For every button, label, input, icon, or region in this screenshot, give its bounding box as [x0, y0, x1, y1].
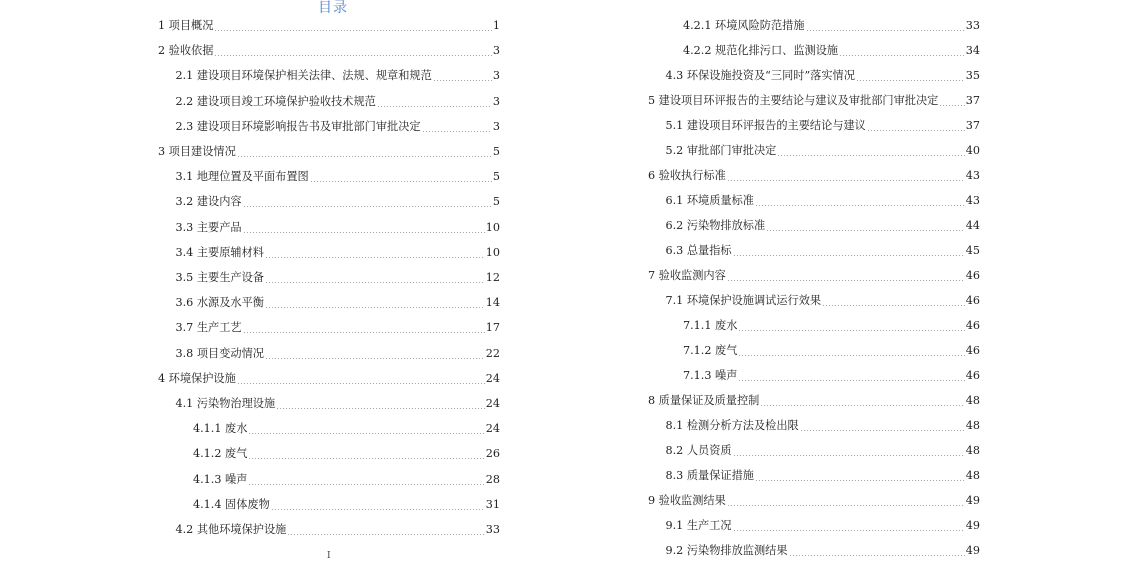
toc-entry-label: 4.2 其他环境保护设施 [175, 523, 287, 536]
toc-entry[interactable] [176, 270, 501, 286]
toc-entry-label: 7.1.3 噪声 [683, 369, 738, 382]
toc-entry-label: 2 验收依据 [158, 44, 214, 58]
toc-entry-label: 8 质量保证及质量控制 [648, 394, 760, 407]
toc-entry-label: 4.3 环保设施投资及“三同时”落实情况 [665, 69, 855, 82]
toc-dot-leader [265, 307, 485, 308]
toc-entry[interactable] [158, 371, 500, 387]
toc-entry-label: 5 建设项目环评报告的主要结论与建议及审批部门审批决定 [648, 94, 939, 107]
toc-entry-label: 4.1.4 固体废物 [193, 497, 270, 511]
toc-entry-label: 4.2.2 规范化排污口、监测设施 [683, 44, 839, 57]
toc-entry-label: 4 环境保护设施 [158, 371, 236, 385]
toc-entry-label: 3.5 主要生产设备 [175, 271, 264, 284]
toc-entry-page-number: 43 [965, 169, 980, 182]
toc-entry-page-number: 10 [485, 220, 500, 234]
toc-dot-leader [248, 484, 484, 485]
toc-entry-page-number: 40 [965, 144, 980, 157]
toc-entry[interactable] [648, 93, 980, 109]
toc-entry-label: 9.1 生产工况 [665, 519, 732, 532]
toc-dot-leader [738, 330, 964, 331]
toc-entry-page-number: 48 [965, 419, 980, 432]
toc-entry-label: 3.6 水源及水平衡 [175, 296, 264, 310]
toc-dot-leader [243, 232, 485, 233]
toc-entry[interactable] [683, 318, 980, 334]
toc-entry-label: 9 验收监测结果 [648, 494, 726, 507]
toc-dot-leader [733, 255, 965, 256]
toc-dot-leader [214, 30, 491, 31]
page-title: 目录 [318, 0, 348, 16]
toc-entry[interactable] [176, 220, 501, 236]
toc-dot-leader [248, 458, 484, 459]
toc-entry[interactable] [666, 143, 981, 159]
toc-entry-label: 2.2 建设项目竣工环境保护验收技术规范 [175, 94, 376, 108]
toc-entry-label: 3.4 主要原辅材料 [175, 245, 264, 259]
toc-entry-page-number: 37 [965, 94, 980, 107]
toc-entry[interactable] [666, 443, 981, 459]
toc-dot-leader [939, 105, 964, 106]
toc-entry-label: 7.1 环境保护设施调试运行效果 [665, 294, 822, 307]
toc-dot-leader [856, 80, 965, 81]
toc-dot-leader [276, 408, 485, 409]
toc-entry[interactable] [666, 243, 981, 259]
toc-entry[interactable] [683, 18, 980, 34]
toc-entry[interactable] [176, 346, 501, 362]
toc-entry-page-number: 5 [492, 195, 500, 209]
toc-entry[interactable] [176, 169, 501, 185]
toc-entry[interactable] [176, 119, 501, 135]
toc-dot-leader [265, 282, 485, 283]
toc-entry-label: 6 验收执行标准 [648, 169, 726, 182]
toc-entry[interactable] [158, 18, 500, 34]
toc-entry-label: 4.2.1 环境风险防范措施 [683, 19, 805, 32]
toc-dot-leader [733, 455, 965, 456]
toc-entry-page-number: 35 [965, 69, 980, 82]
toc-entry[interactable] [648, 393, 980, 409]
toc-dot-leader [433, 80, 492, 81]
toc-entry-label: 3.2 建设内容 [175, 195, 242, 209]
toc-entry[interactable] [666, 193, 981, 209]
toc-entry-page-number: 46 [965, 294, 980, 307]
toc-entry-page-number: 3 [492, 94, 500, 108]
toc-entry-label: 3.7 生产工艺 [175, 321, 242, 335]
toc-entry-label: 7 验收监测内容 [648, 269, 726, 282]
toc-dot-leader [766, 230, 965, 231]
toc-entry[interactable] [176, 320, 501, 336]
toc-entry-page-number: 3 [492, 69, 500, 83]
toc-dot-leader [733, 530, 965, 531]
toc-entry[interactable] [176, 522, 501, 538]
toc-dot-leader [243, 332, 485, 333]
toc-entry-page-number: 45 [965, 244, 980, 257]
toc-dot-leader [287, 534, 484, 535]
toc-entry[interactable] [193, 497, 500, 513]
toc-entry-page-number: 46 [965, 319, 980, 332]
toc-entry-label: 2.3 建设项目环境影响报告书及审批部门审批决定 [175, 119, 421, 133]
toc-entry-page-number: 44 [965, 219, 980, 232]
toc-entry[interactable] [683, 43, 980, 59]
toc-entry-label: 2.1 建设项目环境保护相关法律、法规、规章和规范 [175, 69, 432, 83]
toc-entry-page-number: 46 [965, 269, 980, 282]
toc-entry-page-number: 24 [485, 397, 500, 410]
toc-entry-page-number: 49 [965, 519, 980, 532]
toc-dot-leader [755, 205, 965, 206]
toc-entry-page-number: 5 [492, 170, 500, 184]
toc-dot-leader [265, 257, 485, 258]
toc-entry[interactable] [176, 245, 501, 261]
toc-dot-leader [271, 509, 485, 510]
toc-entry[interactable] [176, 194, 501, 210]
toc-entry-label: 5.1 建设项目环评报告的主要结论与建议 [665, 119, 866, 132]
toc-dot-leader [822, 305, 965, 306]
toc-entry[interactable] [666, 543, 981, 559]
toc-entry[interactable] [683, 343, 980, 359]
toc-entry-page-number: 48 [965, 444, 980, 457]
toc-dot-leader [806, 30, 965, 31]
toc-dot-leader [243, 206, 492, 207]
toc-entry-label: 5.2 审批部门审批决定 [665, 144, 777, 157]
toc-entry[interactable] [666, 68, 981, 84]
toc-entry[interactable] [666, 293, 981, 309]
toc-entry-page-number: 1 [492, 19, 500, 32]
toc-entry-page-number: 46 [965, 344, 980, 357]
toc-entry-page-number: 5 [492, 145, 500, 158]
toc-dot-leader [867, 130, 965, 131]
toc-entry-label: 3.1 地理位置及平面布置图 [175, 170, 309, 184]
toc-entry[interactable] [193, 472, 500, 488]
toc-entry-label: 7.1.2 废气 [683, 344, 738, 357]
toc-entry-label: 4.1 污染物治理设施 [175, 397, 276, 410]
toc-dot-leader [727, 180, 965, 181]
toc-entry-page-number: 17 [485, 321, 500, 335]
toc-entry[interactable] [648, 268, 980, 284]
toc-dot-leader [839, 55, 965, 56]
toc-entry[interactable] [666, 468, 981, 484]
toc-dot-leader [377, 106, 492, 107]
toc-entry-page-number: 49 [965, 494, 980, 507]
toc-entry-page-number: 33 [485, 523, 500, 536]
toc-entry-page-number: 22 [485, 346, 500, 360]
toc-entry[interactable] [683, 368, 980, 384]
toc-dot-leader [760, 405, 964, 406]
toc-entry[interactable] [176, 396, 501, 412]
toc-entry-label: 4.1.3 噪声 [193, 472, 248, 486]
toc-entry-label: 4.1.2 废气 [193, 447, 248, 461]
toc-entry-label: 6.3 总量指标 [665, 244, 732, 257]
toc-entry-page-number: 14 [485, 296, 500, 310]
toc-entry-page-number: 34 [965, 44, 980, 57]
toc-dot-leader [738, 355, 964, 356]
toc-entry-page-number: 43 [965, 194, 980, 207]
toc-dot-leader [214, 55, 491, 56]
toc-entry[interactable] [176, 68, 501, 84]
toc-entry-label: 3.3 主要产品 [175, 220, 242, 234]
toc-dot-leader [727, 280, 965, 281]
toc-dot-leader [755, 480, 965, 481]
toc-entry-page-number: 31 [485, 497, 500, 511]
toc-entry-label: 9.2 污染物排放监测结果 [665, 544, 788, 557]
toc-entry[interactable] [193, 421, 500, 437]
toc-entry-page-number: 24 [485, 371, 500, 385]
toc-dot-leader [237, 383, 485, 384]
toc-entry[interactable] [176, 295, 501, 311]
toc-entry[interactable] [666, 218, 981, 234]
toc-entry[interactable] [648, 493, 980, 509]
toc-entry-label: 3.8 项目变动情况 [175, 346, 264, 360]
toc-entry[interactable] [158, 144, 500, 160]
toc-dot-leader [777, 155, 964, 156]
toc-entry[interactable] [176, 94, 501, 110]
toc-entry-label: 3 项目建设情况 [158, 145, 236, 158]
toc-entry-label: 8.1 检测分析方法及检出限 [665, 419, 799, 432]
toc-entry-label: 4.1.1 废水 [193, 422, 248, 436]
toc-dot-leader [738, 380, 964, 381]
toc-entry-label: 1 项目概况 [158, 19, 214, 32]
toc-dot-leader [310, 181, 492, 182]
toc-entry-page-number: 26 [485, 447, 500, 461]
page-number-footer: I [327, 551, 331, 561]
toc-entry[interactable] [193, 446, 500, 462]
toc-entry-label: 6.2 污染物排放标准 [665, 219, 766, 232]
toc-dot-leader [265, 358, 485, 359]
toc-dot-leader [248, 433, 484, 434]
toc-entry[interactable] [666, 418, 981, 434]
toc-entry[interactable] [666, 518, 981, 534]
toc-entry-label: 8.2 人员资质 [665, 444, 732, 457]
toc-entry-page-number: 24 [485, 422, 500, 436]
toc-entry-page-number: 37 [965, 119, 980, 132]
toc-dot-leader [789, 555, 965, 556]
toc-entry-page-number: 48 [965, 469, 980, 482]
toc-entry[interactable] [158, 43, 500, 59]
toc-entry-page-number: 12 [485, 271, 500, 284]
toc-entry[interactable] [666, 118, 981, 134]
toc-entry-page-number: 3 [492, 44, 500, 58]
toc-entry-label: 6.1 环境质量标准 [665, 194, 754, 207]
toc-entry[interactable] [648, 168, 980, 184]
toc-dot-leader [422, 131, 492, 132]
toc-entry-label: 7.1.1 废水 [683, 319, 738, 332]
toc-dot-leader [800, 430, 965, 431]
toc-dot-leader [727, 505, 965, 506]
toc-entry-page-number: 46 [965, 369, 980, 382]
toc-entry-page-number: 48 [965, 394, 980, 407]
toc-entry-page-number: 3 [492, 119, 500, 133]
toc-dot-leader [237, 156, 492, 157]
toc-entry-page-number: 28 [485, 472, 500, 486]
toc-entry-page-number: 10 [485, 245, 500, 259]
toc-entry-page-number: 33 [965, 19, 980, 32]
toc-entry-label: 8.3 质量保证措施 [665, 469, 754, 482]
toc-entry-page-number: 49 [965, 544, 980, 557]
